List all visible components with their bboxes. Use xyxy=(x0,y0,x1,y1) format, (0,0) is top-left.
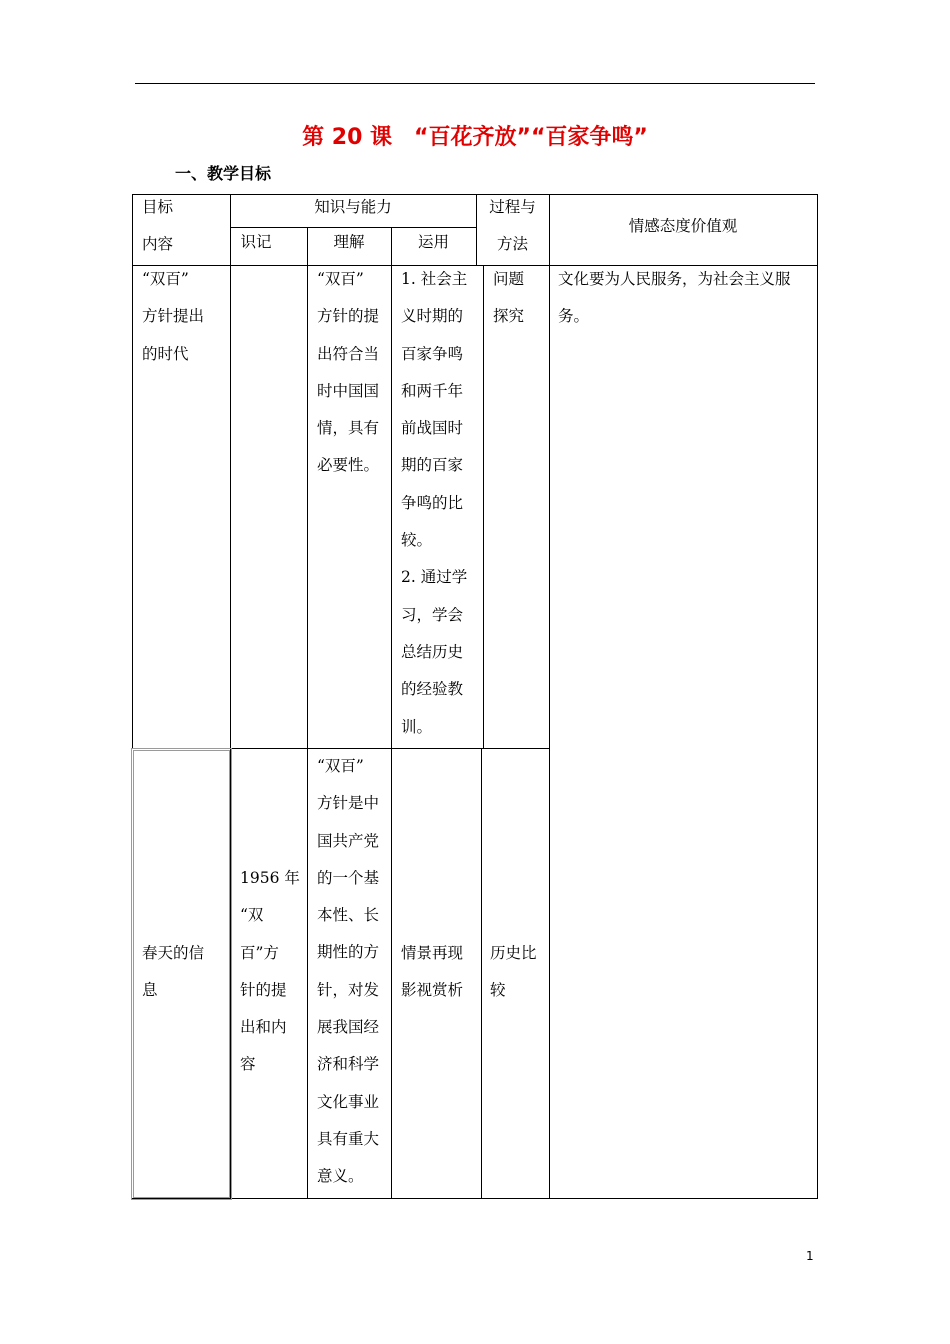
section-heading: 一、教学目标 xyxy=(175,164,272,183)
row2-apply: 情景再现 影视赏析 xyxy=(401,944,464,1000)
page-number: 1 xyxy=(806,1249,814,1263)
row1-content: “双百” 方针提出 的时代 xyxy=(142,270,205,363)
header-target-content: 目标 内容 xyxy=(142,198,174,254)
header-emotion-values: 情感态度价值观 xyxy=(628,217,738,235)
header-recall: 识记 xyxy=(240,233,272,251)
row2-process: 历史比 较 xyxy=(490,944,537,1000)
row1-process: 问题 探究 xyxy=(493,270,525,326)
header-rule xyxy=(135,83,815,84)
row1-emotion: 文化要为人民服务，为社会主义服 务。 xyxy=(558,270,791,326)
header-process-method: 过程与 方法 xyxy=(489,198,536,254)
header-apply: 运用 xyxy=(417,233,449,251)
row2-recall: 1956 年 “双 百”方 针的提 出和内 容 xyxy=(240,869,300,1074)
lesson-title: 第 20 课 “百花齐放”“百家争鸣” xyxy=(302,125,648,150)
row2-content: 春天的信 息 xyxy=(142,944,205,1000)
row2-understand: “双百” 方针是中 国共产党 的一个基 本性、长 期性的方 针，对发 展我国经 济和科学 文化事业 具有重大 意义。 xyxy=(317,757,380,1186)
header-knowledge-ability: 知识与能力 xyxy=(314,198,392,216)
header-understand: 理解 xyxy=(333,233,365,251)
row1-apply: 1. 社会主 义时期的 百家争鸣 和两千年 前战国时 期的百家 争鸣的比 较。 2. 通过学 习，学会 总结历史 的经验教 训。 xyxy=(401,270,468,736)
row1-understand: “双百” 方针的提 出符合当 时中国国 情，具有 必要性。 xyxy=(317,270,380,475)
